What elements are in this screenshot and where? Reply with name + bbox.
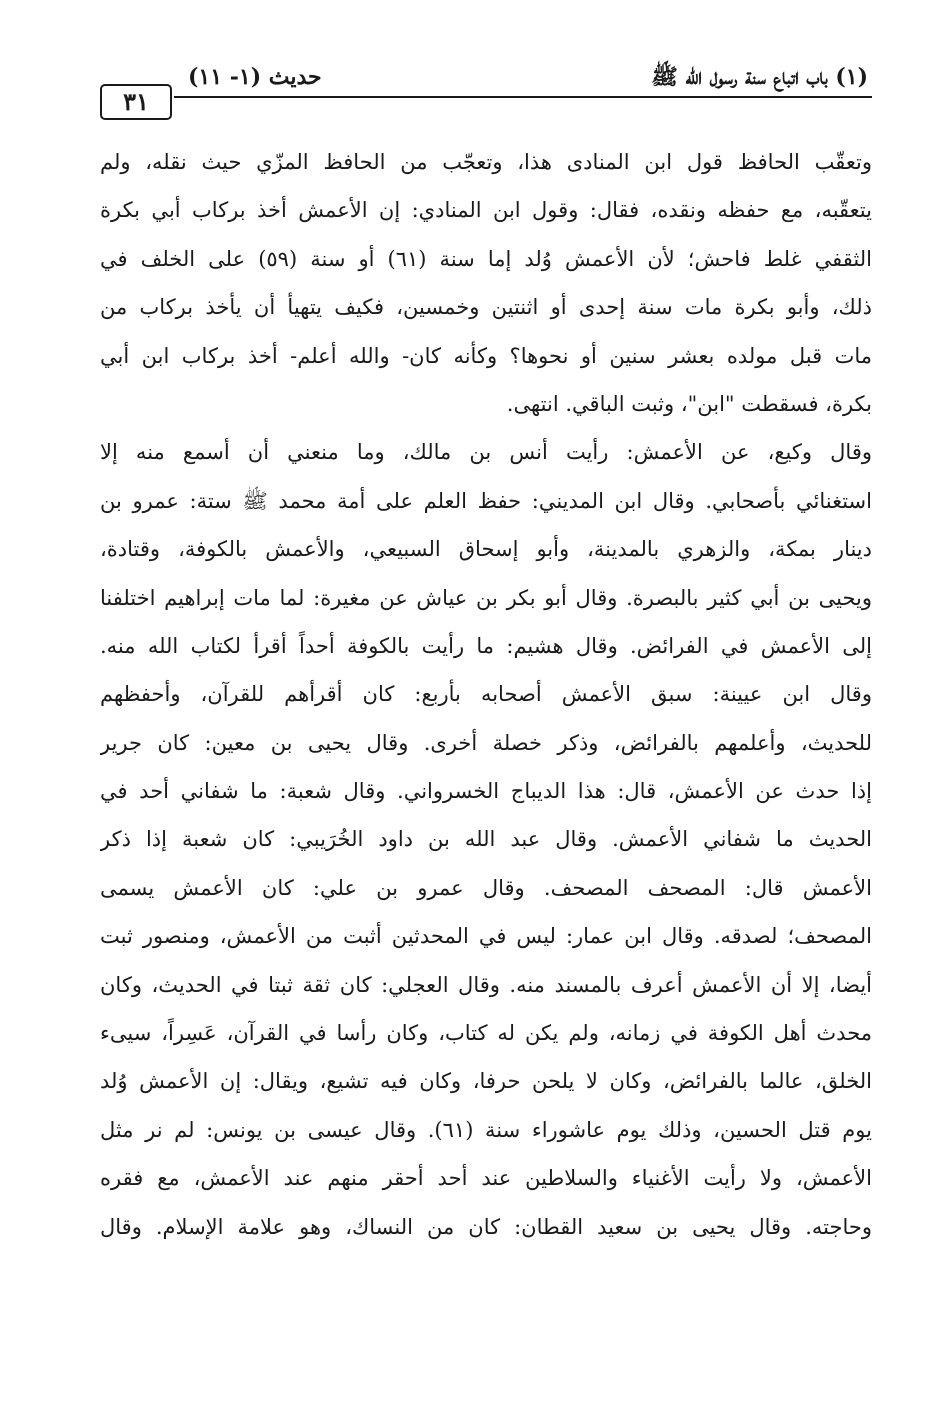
text-line: الخلق، عالما بالفرائض، وكان لا يلحن حرفا، وكان فيه تشيع، ويقال: إن الأعمش وُلد (100, 1069, 872, 1094)
text-line: وقال ابن عيينة: سبق الأعمش أصحابه بأربع: كان أقرأهم للقرآن، وأحفظهم (100, 682, 872, 707)
text-line: مات قبل مولده بعشر سنين أو نحوها؟ وكأنه كان- والله أعلم- أخذ بركاب ابن أبي (100, 343, 872, 368)
hadith-range: حديث (١- ١١) (188, 64, 322, 90)
body-text (100, 138, 872, 1251)
text-line: بكرة، فسقطت "ابن"، وثبت الباقي. انتهى. (506, 391, 872, 416)
text-line: يوم قتل الحسين، وذلك يوم عاشوراء سنة (٦١). وقال عيسى بن يونس: لم نر مثل (100, 1117, 872, 1142)
text-line: الثقفي غلط فاحش؛ لأن الأعمش وُلد إما سنة (٦١) أو سنة (٥٩) على الخلف في (100, 246, 872, 271)
running-header (100, 62, 872, 130)
text-line: ويحيى بن أبي كثير بالبصرة. وقال أبو بكر بن عياش عن مغيرة: لما مات إبراهيم اختلفنا (100, 585, 872, 610)
text-line: ذلك، وأبو بكرة مات سنة إحدى أو اثنتين وخمسين، فكيف يتهيأ أن يأخذ بركاب من (100, 295, 872, 320)
text-line: إذا حدث عن الأعمش، قال: هذا الديباج الخسرواني. وقال شعبة: ما شفاني أحد في (100, 779, 872, 804)
text-line: الأعمش قال: المصحف المصحف. وقال عمرو بن علي: كان الأعمش يسمى (100, 875, 872, 900)
text-line: الأعمش، ولا رأيت الأغنياء والسلاطين عند أحد أحقر منهم عند الأعمش، مع فقره (100, 1166, 872, 1191)
text-line: وحاجته. وقال يحيى بن سعيد القطان: كان من النساك، وهو علامة الإسلام. وقال (100, 1214, 872, 1239)
text-line: أيضا، إلا أن الأعمش أعرف بالمسند منه. وقال العجلي: كان ثقة ثبتا في الحديث، وكان (100, 972, 872, 997)
text-line: محدث أهل الكوفة في زمانه، ولم يكن له كتاب، وكان رأسا في القرآن، عَسِراً، سيىء (100, 1021, 872, 1046)
text-line: دينار بمكة، والزهري بالمدينة، وأبو إسحاق السبيعي، والأعمش بالكوفة، وقتادة، (100, 537, 872, 562)
text-line: وتعقّب الحافظ قول ابن المنادى هذا، وتعجّب من الحافظ المزّي حيث نقله، ولم (100, 150, 872, 174)
text-line: يتعقّبه، مع حفظه ونقده، فقال: وقول ابن المنادي: إن الأعمش أخذ بركاب أبي بكرة (100, 198, 872, 223)
page-number: ٣١ (100, 84, 172, 120)
header-rule (174, 96, 872, 98)
text-line: للحديث، وأعلمهم بالفرائض، وذكر خصلة أخرى. وقال يحيى بن معين: كان جرير (100, 730, 872, 755)
text-line: إلى الأعمش في الفرائض. وقال هشيم: ما رأيت بالكوفة أحداً أقرأ لكتاب الله منه. (100, 633, 872, 658)
text-line: استغنائي بأصحابي. وقال ابن المديني: حفظ العلم على أمة محمد ﷺ ستة: عمرو بن (100, 488, 872, 513)
text-line: المصحف؛ لصدقه. وقال ابن عمار: ليس في المحدثين أثبت من الأعمش، ومنصور ثبت (100, 924, 872, 949)
text-line: الحديث ما شفاني الأعمش. وقال عبد الله بن داود الخُرَيبي: كان شعبة إذا ذكر (100, 827, 872, 852)
text-line: وقال وكيع، عن الأعمش: رأيت أنس بن مالك، وما منعني أن أسمع منه إلا (100, 440, 872, 465)
chapter-title: (١) باب اتباع سنة رسول الله ﷺ (651, 64, 868, 90)
